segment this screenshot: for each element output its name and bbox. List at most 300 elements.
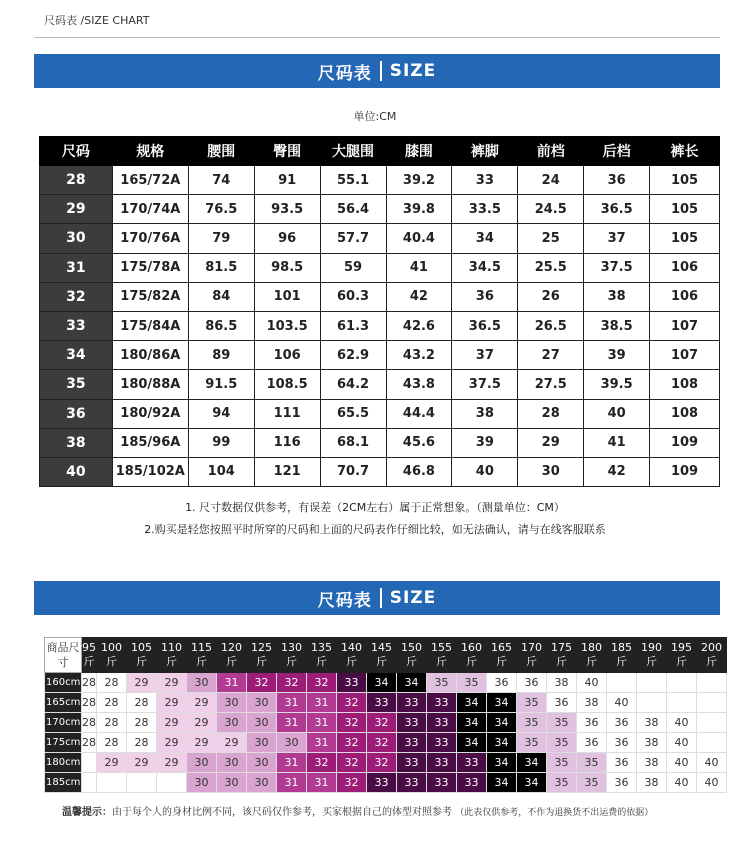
- weight-header: 185斤: [607, 638, 637, 673]
- table-cell: 99: [188, 428, 254, 457]
- banner-title-cn: 尺码表: [317, 590, 372, 611]
- table-cell: 37.5: [452, 370, 518, 399]
- size-recommend-cell: 29: [127, 673, 157, 693]
- size-recommend-cell: 38: [637, 733, 667, 753]
- weight-header: 105斤: [127, 638, 157, 673]
- size-cell: 28: [40, 166, 113, 195]
- banner-title-cn: 尺码表: [317, 63, 372, 84]
- size-recommend-cell: 38: [637, 713, 667, 733]
- size-recommend-cell: 29: [157, 733, 187, 753]
- size-recommend-cell: 36: [487, 673, 517, 693]
- column-header: 臀围: [254, 137, 320, 166]
- column-header: 腰围: [188, 137, 254, 166]
- size-recommend-cell: 34: [517, 753, 547, 773]
- size-recommend-cell: 36: [577, 733, 607, 753]
- size-recommend-cell: 29: [157, 673, 187, 693]
- weight-header: 140斤: [337, 638, 367, 673]
- weight-header: 135斤: [307, 638, 337, 673]
- size-recommend-cell: 38: [577, 693, 607, 713]
- column-header: 前档: [518, 137, 584, 166]
- weight-header: 180斤: [577, 638, 607, 673]
- size-recommend-cell: 32: [367, 713, 397, 733]
- table-cell: 64.2: [320, 370, 386, 399]
- table-cell: 25: [518, 224, 584, 253]
- table-cell: 24: [518, 166, 584, 195]
- table-cell: 62.9: [320, 341, 386, 370]
- size-recommend-cell: [127, 773, 157, 793]
- size-recommend-cell: 34: [487, 693, 517, 713]
- size-recommend-cell: 33: [397, 753, 427, 773]
- size-recommend-cell: 31: [307, 693, 337, 713]
- table-cell: 111: [254, 399, 320, 428]
- table-cell: 42.6: [386, 311, 452, 340]
- size-recommend-cell: [82, 753, 97, 773]
- table-cell: 40.4: [386, 224, 452, 253]
- size-table: [39, 136, 720, 487]
- table-cell: 36: [452, 282, 518, 311]
- table-cell: 39: [452, 428, 518, 457]
- size-recommend-cell: 29: [157, 693, 187, 713]
- size-recommend-cell: [697, 693, 727, 713]
- table-cell: 107: [650, 341, 720, 370]
- table-cell: 185/96A: [112, 428, 188, 457]
- size-cell: 30: [40, 224, 113, 253]
- weight-header: 200斤: [697, 638, 727, 673]
- table-row: [45, 753, 727, 773]
- weight-header: 165斤: [487, 638, 517, 673]
- size-recommend-cell: 38: [637, 753, 667, 773]
- size-cell: 38: [40, 428, 113, 457]
- weight-header: 155斤: [427, 638, 457, 673]
- weight-header: 110斤: [157, 638, 187, 673]
- size-recommend-cell: 31: [277, 713, 307, 733]
- size-recommend-cell: 33: [397, 693, 427, 713]
- table-cell: 36.5: [452, 311, 518, 340]
- size-recommend-cell: 31: [307, 713, 337, 733]
- size-recommend-cell: 30: [247, 733, 277, 753]
- size-recommend-cell: 33: [337, 673, 367, 693]
- size-recommend-cell: 30: [187, 753, 217, 773]
- table-cell: 84: [188, 282, 254, 311]
- size-recommend-cell: 34: [457, 713, 487, 733]
- size-table-header: [40, 137, 720, 166]
- size-recommend-cell: 40: [697, 753, 727, 773]
- size-recommend-cell: 28: [127, 733, 157, 753]
- size-recommend-cell: 33: [427, 713, 457, 733]
- recommend-table-header: [45, 638, 727, 673]
- table-cell: 105: [650, 224, 720, 253]
- table-cell: 108: [650, 370, 720, 399]
- table-cell: 91.5: [188, 370, 254, 399]
- table-cell: 108.5: [254, 370, 320, 399]
- size-recommend-cell: 30: [247, 753, 277, 773]
- table-cell: 165/72A: [112, 166, 188, 195]
- weight-header: 115斤: [187, 638, 217, 673]
- size-recommend-cell: 30: [247, 713, 277, 733]
- table-cell: 96: [254, 224, 320, 253]
- size-recommend-cell: 40: [607, 693, 637, 713]
- table-row: [40, 195, 720, 224]
- table-cell: 41: [386, 253, 452, 282]
- tip-text: 由于每个人的身材比例不同，该尺码仅作参考，买家根据自己的体型对照参考: [112, 807, 452, 818]
- size-recommend-cell: 33: [397, 713, 427, 733]
- table-cell: 175/78A: [112, 253, 188, 282]
- table-cell: 106: [650, 253, 720, 282]
- table-row: [45, 773, 727, 793]
- size-recommend-cell: 32: [277, 673, 307, 693]
- size-recommend-cell: 28: [127, 713, 157, 733]
- size-recommend-cell: 35: [457, 673, 487, 693]
- size-recommend-cell: 34: [457, 733, 487, 753]
- table-cell: 106: [650, 282, 720, 311]
- size-recommend-cell: 29: [187, 713, 217, 733]
- table-cell: 34: [452, 224, 518, 253]
- size-recommend-cell: 30: [217, 693, 247, 713]
- table-cell: 36.5: [584, 195, 650, 224]
- size-recommend-cell: 32: [337, 713, 367, 733]
- table-row: [40, 457, 720, 486]
- table-row: [40, 399, 720, 428]
- table-cell: 41: [584, 428, 650, 457]
- table-cell: 79: [188, 224, 254, 253]
- size-recommend-cell: 35: [517, 693, 547, 713]
- size-recommend-cell: 31: [307, 773, 337, 793]
- tip-label: 温馨提示：: [62, 807, 112, 818]
- table-cell: 65.5: [320, 399, 386, 428]
- weight-header: 130斤: [277, 638, 307, 673]
- table-cell: 105: [650, 166, 720, 195]
- column-header: 尺码: [40, 137, 113, 166]
- table-cell: 76.5: [188, 195, 254, 224]
- note-2: 2.购买是轻您按照平时所穿的尺码和上面的尺码表作仔细比较，如无法确认，请与在线客服联系: [144, 523, 606, 536]
- size-recommend-cell: 29: [157, 753, 187, 773]
- table-cell: 98.5: [254, 253, 320, 282]
- weight-header: 170斤: [517, 638, 547, 673]
- table-cell: 170/76A: [112, 224, 188, 253]
- size-recommend-cell: 30: [217, 713, 247, 733]
- size-recommend-cell: 28: [82, 693, 97, 713]
- height-cell: 175cm: [45, 733, 82, 753]
- table-cell: 101: [254, 282, 320, 311]
- breadcrumb: [44, 12, 149, 28]
- size-recommend-cell: 40: [697, 773, 727, 793]
- size-recommend-cell: 33: [397, 733, 427, 753]
- table-cell: 40: [584, 399, 650, 428]
- weight-header: 190斤: [637, 638, 667, 673]
- table-cell: 81.5: [188, 253, 254, 282]
- size-recommend-cell: 29: [157, 713, 187, 733]
- table-cell: 27.5: [518, 370, 584, 399]
- height-cell: 170cm: [45, 713, 82, 733]
- size-cell: 40: [40, 457, 113, 486]
- table-cell: 42: [584, 457, 650, 486]
- table-cell: 108: [650, 399, 720, 428]
- table-cell: 55.1: [320, 166, 386, 195]
- table-cell: 56.4: [320, 195, 386, 224]
- size-recommend-cell: [82, 773, 97, 793]
- size-recommend-cell: 33: [367, 773, 397, 793]
- size-recommend-cell: 40: [667, 773, 697, 793]
- table-cell: 116: [254, 428, 320, 457]
- breadcrumb-cn: 尺码表: [44, 14, 77, 27]
- table-row: [40, 428, 720, 457]
- table-cell: 91: [254, 166, 320, 195]
- size-recommend-cell: 34: [487, 733, 517, 753]
- breadcrumb-en: /SIZE CHART: [80, 14, 150, 27]
- size-recommend-cell: 32: [337, 773, 367, 793]
- table-cell: 37: [584, 224, 650, 253]
- table-cell: 89: [188, 341, 254, 370]
- height-cell: 185cm: [45, 773, 82, 793]
- table-cell: 44.4: [386, 399, 452, 428]
- size-recommend-cell: 35: [577, 753, 607, 773]
- size-recommend-cell: 32: [337, 693, 367, 713]
- size-recommend-cell: 32: [307, 753, 337, 773]
- table-cell: 94: [188, 399, 254, 428]
- table-cell: 28: [518, 399, 584, 428]
- table-cell: 38: [452, 399, 518, 428]
- corner-header: 商品尺寸: [45, 638, 82, 673]
- size-recommend-cell: 35: [577, 773, 607, 793]
- table-cell: 38.5: [584, 311, 650, 340]
- size-cell: 29: [40, 195, 113, 224]
- banner-separator: [380, 588, 382, 608]
- size-recommend-cell: 35: [517, 713, 547, 733]
- table-cell: 39: [584, 341, 650, 370]
- recommend-banner: [34, 581, 720, 615]
- size-recommend-cell: 30: [187, 773, 217, 793]
- table-cell: 175/84A: [112, 311, 188, 340]
- table-row: [40, 341, 720, 370]
- size-cell: 36: [40, 399, 113, 428]
- table-cell: 104: [188, 457, 254, 486]
- size-recommend-cell: 30: [247, 693, 277, 713]
- size-recommend-cell: 40: [577, 673, 607, 693]
- table-cell: 29: [518, 428, 584, 457]
- table-row: [40, 370, 720, 399]
- weight-header: 120斤: [217, 638, 247, 673]
- size-recommend-cell: 33: [457, 753, 487, 773]
- table-cell: 37.5: [584, 253, 650, 282]
- size-recommend-cell: 30: [217, 773, 247, 793]
- table-cell: 57.7: [320, 224, 386, 253]
- size-recommend-cell: 33: [427, 693, 457, 713]
- table-cell: 107: [650, 311, 720, 340]
- column-header: 后档: [584, 137, 650, 166]
- size-recommend-cell: 30: [187, 673, 217, 693]
- size-recommend-cell: 35: [427, 673, 457, 693]
- size-recommend-cell: 35: [547, 773, 577, 793]
- size-recommend-cell: 38: [547, 673, 577, 693]
- size-recommend-cell: 28: [97, 673, 127, 693]
- table-cell: 170/74A: [112, 195, 188, 224]
- table-cell: 185/102A: [112, 457, 188, 486]
- size-recommend-cell: 32: [247, 673, 277, 693]
- column-header: 规格: [112, 137, 188, 166]
- size-recommend-cell: 40: [667, 733, 697, 753]
- size-recommend-cell: 36: [517, 673, 547, 693]
- size-recommend-cell: 28: [82, 673, 97, 693]
- size-recommend-cell: 34: [367, 673, 397, 693]
- column-header: 大腿围: [320, 137, 386, 166]
- size-recommend-cell: 31: [277, 753, 307, 773]
- weight-header: 95斤: [82, 638, 97, 673]
- table-row: [45, 733, 727, 753]
- weight-header: 125斤: [247, 638, 277, 673]
- table-cell: 93.5: [254, 195, 320, 224]
- size-recommend-cell: 28: [82, 733, 97, 753]
- size-recommend-cell: 33: [397, 773, 427, 793]
- size-recommend-cell: 32: [367, 733, 397, 753]
- size-recommend-cell: 29: [97, 753, 127, 773]
- size-recommend-cell: 30: [247, 773, 277, 793]
- size-recommend-cell: 31: [307, 733, 337, 753]
- size-recommend-cell: 33: [427, 733, 457, 753]
- size-recommend-cell: 33: [457, 773, 487, 793]
- size-recommend-cell: 34: [487, 773, 517, 793]
- banner-title-en: SIZE: [389, 588, 437, 608]
- size-recommend-cell: 34: [397, 673, 427, 693]
- header-divider: [34, 37, 720, 38]
- size-recommend-cell: 40: [667, 713, 697, 733]
- size-cell: 33: [40, 311, 113, 340]
- tip-small: （此表仅供参考，不作为退换货不出运费的依据）: [455, 808, 654, 818]
- table-cell: 39.5: [584, 370, 650, 399]
- table-cell: 27: [518, 341, 584, 370]
- size-recommend-cell: 36: [607, 773, 637, 793]
- size-recommend-cell: 32: [307, 673, 337, 693]
- size-recommend-cell: 33: [367, 693, 397, 713]
- column-header: 膝围: [386, 137, 452, 166]
- size-recommend-cell: 32: [337, 753, 367, 773]
- table-row: [40, 253, 720, 282]
- size-recommend-cell: [607, 673, 637, 693]
- size-recommend-cell: [697, 733, 727, 753]
- notes: [0, 497, 750, 541]
- size-recommend-cell: 35: [517, 733, 547, 753]
- size-recommend-cell: 29: [187, 733, 217, 753]
- table-cell: 180/88A: [112, 370, 188, 399]
- size-recommend-cell: 31: [277, 693, 307, 713]
- size-cell: 32: [40, 282, 113, 311]
- size-recommend-cell: [667, 693, 697, 713]
- size-recommend-cell: 34: [487, 713, 517, 733]
- size-recommend-cell: [157, 773, 187, 793]
- size-recommend-cell: 33: [427, 753, 457, 773]
- table-cell: 37: [452, 341, 518, 370]
- size-recommend-cell: 30: [217, 753, 247, 773]
- size-table-banner: [34, 54, 720, 88]
- unit-label: 单位:CM: [353, 110, 397, 123]
- weight-header: 150斤: [397, 638, 427, 673]
- size-recommend-cell: 29: [217, 733, 247, 753]
- table-cell: 30: [518, 457, 584, 486]
- height-cell: 180cm: [45, 753, 82, 773]
- size-cell: 34: [40, 341, 113, 370]
- size-recommend-cell: 40: [667, 753, 697, 773]
- table-cell: 70.7: [320, 457, 386, 486]
- size-recommend-cell: 36: [607, 733, 637, 753]
- size-recommend-cell: [667, 673, 697, 693]
- recommend-table: [44, 637, 727, 793]
- tip: [62, 803, 653, 818]
- size-recommend-cell: 34: [487, 753, 517, 773]
- size-recommend-cell: [637, 673, 667, 693]
- weight-header: 195斤: [667, 638, 697, 673]
- size-recommend-cell: 32: [367, 753, 397, 773]
- table-cell: 105: [650, 195, 720, 224]
- table-cell: 103.5: [254, 311, 320, 340]
- table-cell: 25.5: [518, 253, 584, 282]
- size-recommend-cell: 28: [97, 693, 127, 713]
- table-cell: 86.5: [188, 311, 254, 340]
- table-cell: 39.8: [386, 195, 452, 224]
- table-cell: 109: [650, 428, 720, 457]
- table-cell: 106: [254, 341, 320, 370]
- table-cell: 68.1: [320, 428, 386, 457]
- size-recommend-cell: 28: [97, 713, 127, 733]
- size-recommend-cell: 35: [547, 733, 577, 753]
- table-cell: 40: [452, 457, 518, 486]
- table-row: [40, 224, 720, 253]
- banner-separator: [380, 61, 382, 81]
- table-cell: 38: [584, 282, 650, 311]
- weight-header: 145斤: [367, 638, 397, 673]
- table-row: [40, 311, 720, 340]
- table-cell: 74: [188, 166, 254, 195]
- size-recommend-cell: 36: [607, 753, 637, 773]
- table-row: [45, 713, 727, 733]
- banner-title-en: SIZE: [389, 61, 437, 81]
- weight-header: 175斤: [547, 638, 577, 673]
- table-cell: 175/82A: [112, 282, 188, 311]
- table-cell: 42: [386, 282, 452, 311]
- table-cell: 180/86A: [112, 341, 188, 370]
- table-row: [45, 693, 727, 713]
- size-recommend-cell: 29: [127, 753, 157, 773]
- table-cell: 43.8: [386, 370, 452, 399]
- table-cell: 26.5: [518, 311, 584, 340]
- size-cell: 35: [40, 370, 113, 399]
- size-recommend-cell: 28: [97, 733, 127, 753]
- weight-header: 100斤: [97, 638, 127, 673]
- size-recommend-cell: 36: [577, 713, 607, 733]
- table-cell: 46.8: [386, 457, 452, 486]
- table-cell: 34.5: [452, 253, 518, 282]
- size-recommend-cell: 31: [277, 773, 307, 793]
- size-recommend-cell: 35: [547, 713, 577, 733]
- size-recommend-cell: 38: [637, 773, 667, 793]
- table-cell: 33.5: [452, 195, 518, 224]
- weight-header: 160斤: [457, 638, 487, 673]
- table-row: [40, 166, 720, 195]
- table-cell: 36: [584, 166, 650, 195]
- height-cell: 165cm: [45, 693, 82, 713]
- table-cell: 33: [452, 166, 518, 195]
- table-cell: 60.3: [320, 282, 386, 311]
- table-row: [45, 673, 727, 693]
- size-recommend-cell: 36: [607, 713, 637, 733]
- size-recommend-cell: 29: [187, 693, 217, 713]
- table-cell: 43.2: [386, 341, 452, 370]
- size-cell: 31: [40, 253, 113, 282]
- table-cell: 180/92A: [112, 399, 188, 428]
- size-recommend-cell: 34: [517, 773, 547, 793]
- size-recommend-cell: [97, 773, 127, 793]
- table-cell: 24.5: [518, 195, 584, 224]
- size-recommend-cell: 28: [127, 693, 157, 713]
- table-cell: 59: [320, 253, 386, 282]
